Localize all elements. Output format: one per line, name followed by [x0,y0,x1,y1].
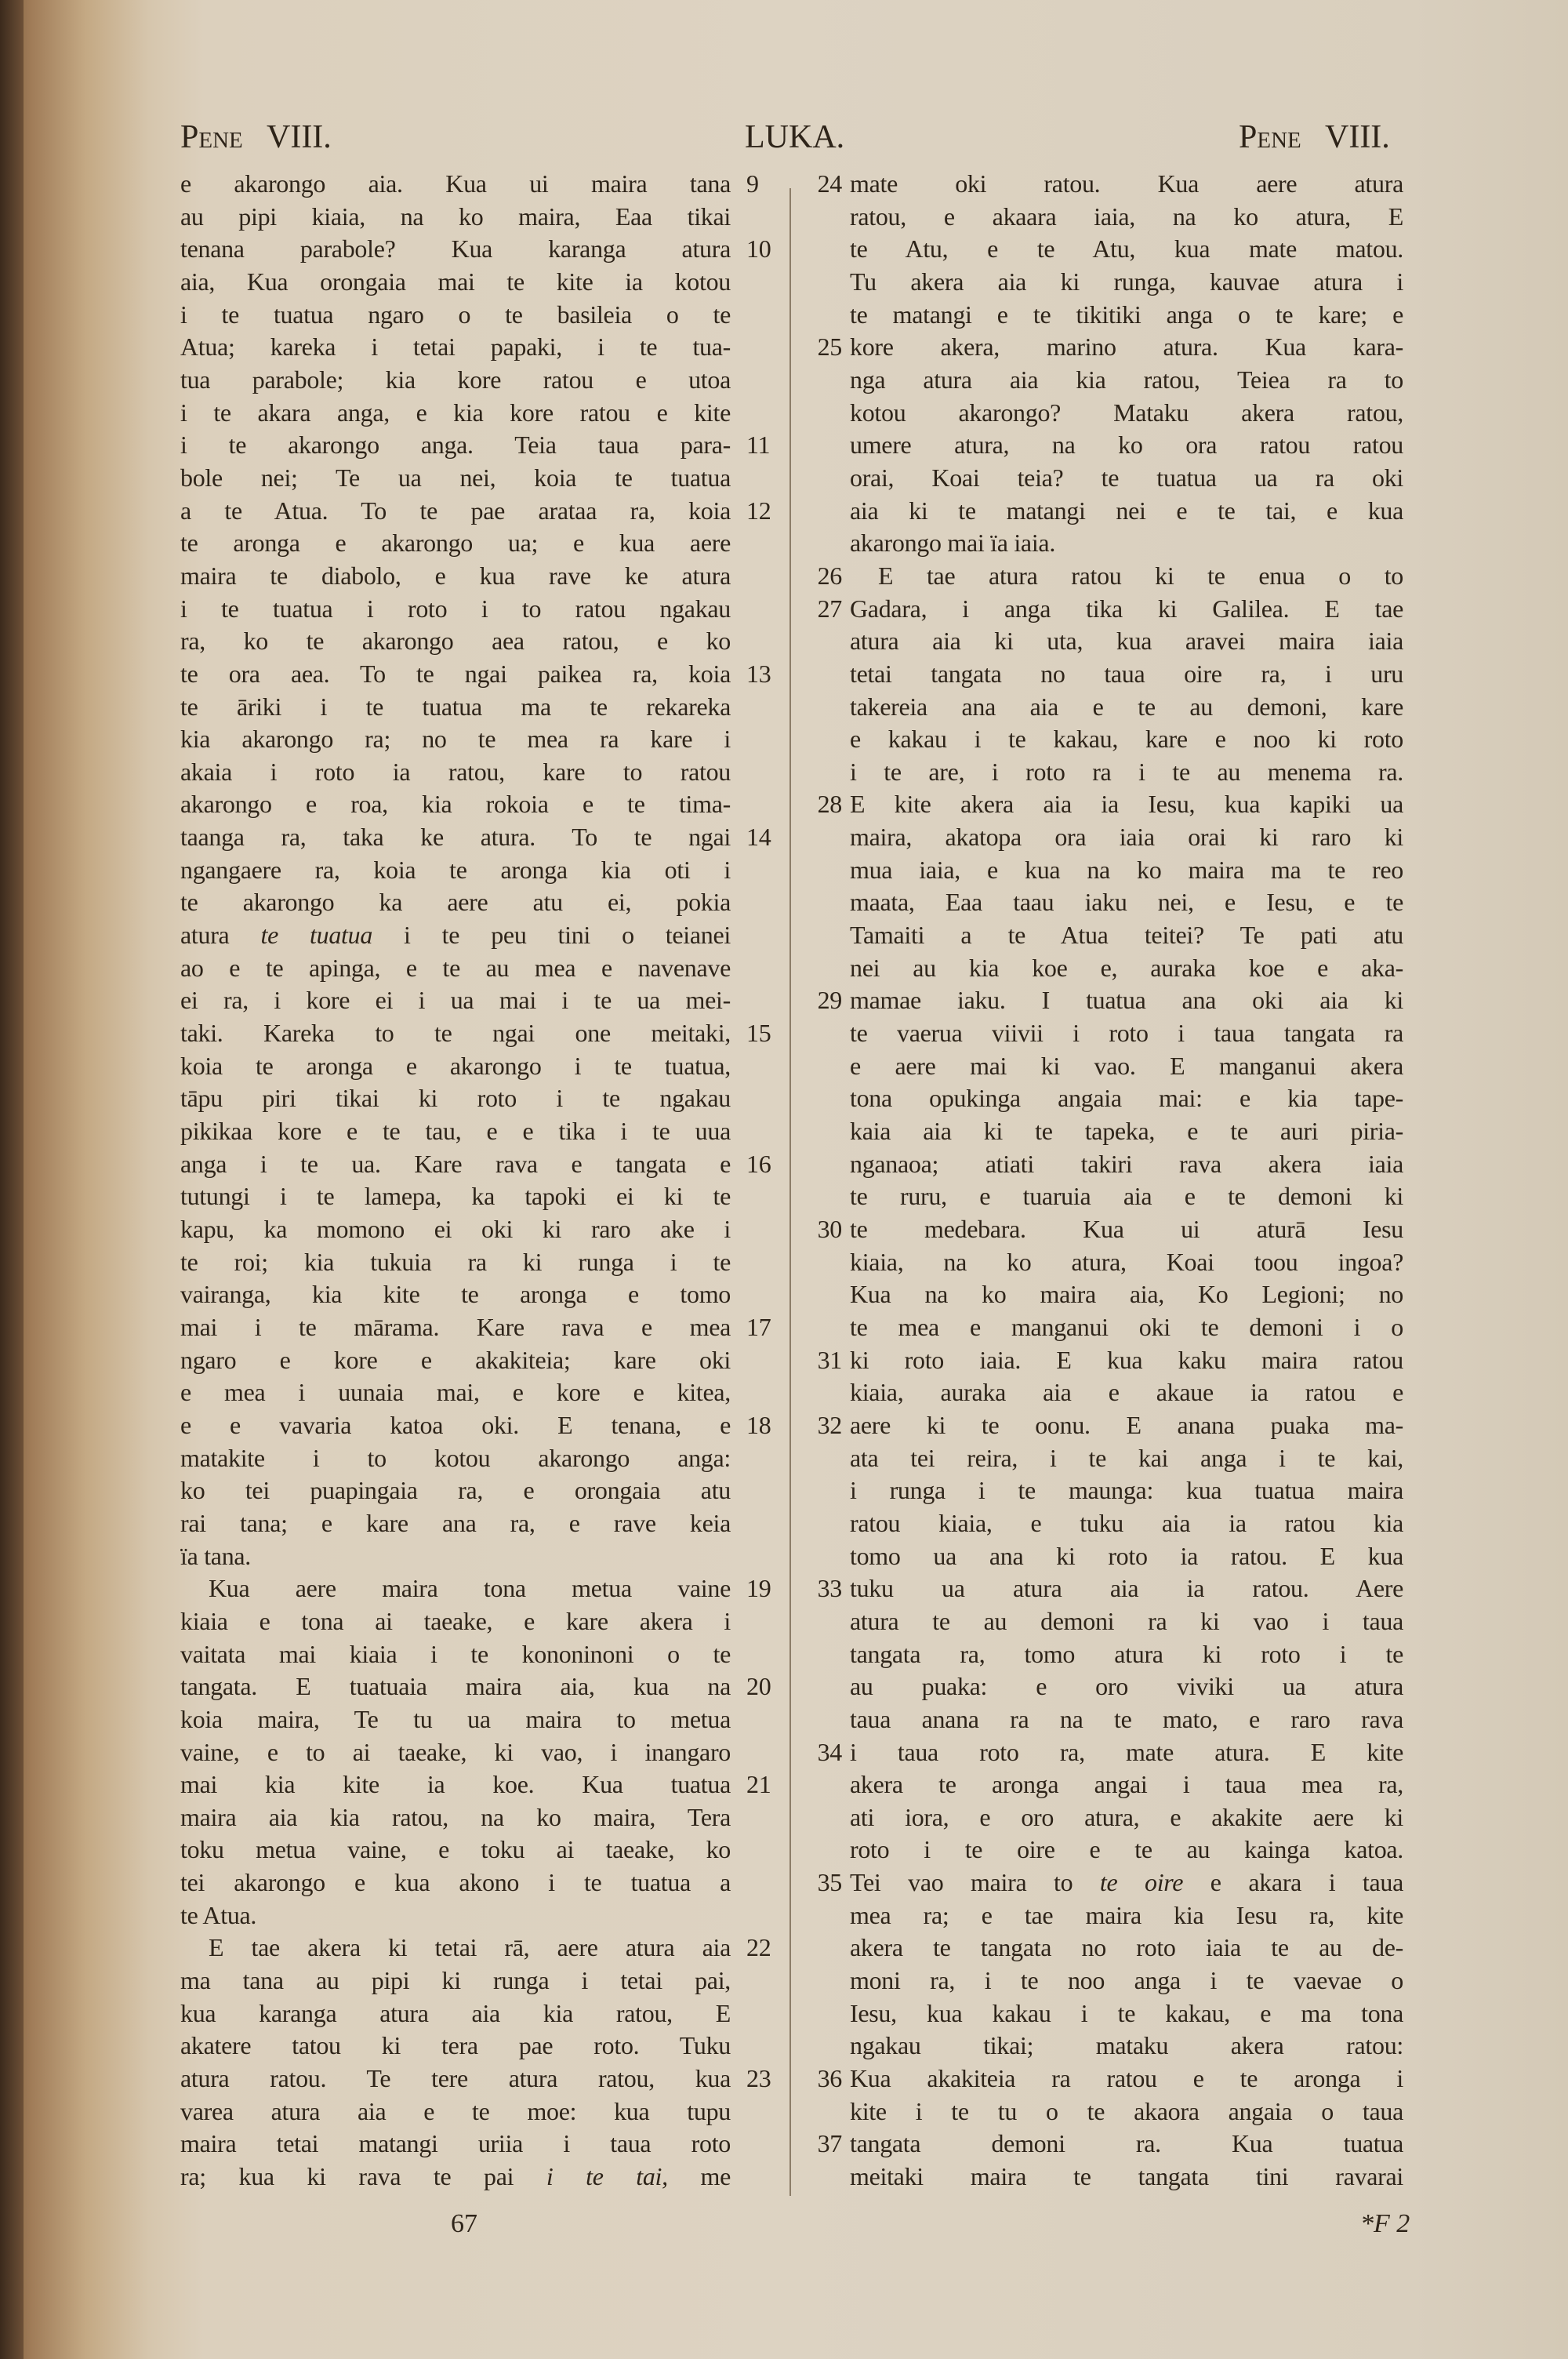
text-line [817,788,1403,821]
page-number: 67 [451,2209,477,2238]
line-text: te Atua. [180,1900,257,1929]
line-text: i te akara anga, e kia kore ratou e kite [180,398,731,427]
line-text: kaia aia ki te tapeka, e te auri piria- [850,1117,1403,1146]
text-line [850,1703,1403,1736]
text-line [850,1442,1403,1475]
text-line [180,397,731,430]
line-text: te medebara. Kua ui aturā Iesu [850,1215,1403,1243]
line-text: e aere mai ki vao. E manganui akera [850,1051,1403,1080]
line-text: maira aia kia ratou, na ko maira, Tera [180,1802,731,1831]
text-line [180,462,731,495]
text-line [850,2030,1403,2063]
line-text: ra; kua ki rava te pai [180,2162,546,2191]
line-text: i te tuatua i roto i to ratou ngakau [180,594,731,623]
text-line [850,821,1403,854]
line-text: kiaia, na ko atura, Koai toou ingoa? [850,1247,1403,1276]
text-line [850,1899,1403,1932]
text-line [850,1932,1403,1965]
line-text: mua iaia, e kua na ko maira ma te reo [850,855,1403,884]
verse-number: 9 [746,169,759,198]
verse-number: 28 [817,790,842,819]
text-line [850,1050,1403,1083]
line-text: kite i te tu o te akaora angaia o taua [850,2096,1403,2125]
text-line [850,1148,1403,1181]
line-text: i runga i te maunga: kua tuatua maira [850,1476,1403,1505]
text-line [180,364,731,397]
left-text-column [180,168,771,2194]
text-line [850,723,1403,756]
line-text: ïa tana. [180,1541,251,1570]
line-text: tetai tangata no taua oire ra, i uru [850,659,1403,688]
line-text: roto i te oire e te au kainga katoa. [850,1835,1403,1864]
line-text: vaine, e to ai taeake, ki vao, i inangaro [180,1737,731,1766]
text-line [180,1213,731,1246]
verse-number: 17 [746,1312,771,1341]
text-line [180,1834,731,1866]
verse-number: 33 [817,1574,842,1603]
text-line [180,560,731,593]
text-line [850,1246,1403,1279]
italic-text: te oire [1099,1868,1184,1897]
text-line [180,1801,731,1834]
book-edge [0,0,24,2359]
header-chapter-word-right: Pene [1239,119,1301,155]
line-text: ata tei reira, i te kai anga i te kai, [850,1443,1403,1472]
text-line [850,299,1403,332]
text-line [850,1638,1403,1671]
text-line [850,2161,1403,2194]
verse-number: 34 [817,1737,842,1766]
italic-text: te tuatua [260,921,373,950]
text-line [817,1409,1403,1442]
text-line [180,1017,771,1050]
text-line [180,1866,731,1899]
text-line [180,1311,771,1344]
line-text: maira, akatopa ora iaia orai ki raro ki [850,823,1403,852]
text-line [817,984,1403,1017]
line-text: mai kia kite ia koe. Kua tuatua [180,1770,731,1799]
text-line [180,1638,731,1671]
text-line [180,299,731,332]
text-line [180,201,731,234]
line-text: vaitata mai kiaia i te kononinoni o te [180,1639,731,1668]
line-text: umere atura, na ko ora ratou ratou [850,431,1403,460]
line-text: te akarongo ka aere atu ei, pokia [180,888,731,917]
line-text: tomo ua ana ki roto ia ratou. E kua [850,1541,1403,1570]
line-text: ki roto iaia. E kua kaku maira ratou [850,1345,1403,1374]
verse-number: 29 [817,986,842,1015]
line-text: akera te tangata no roto iaia te au de- [850,1933,1403,1962]
text-line [180,625,731,658]
text-line [180,919,731,952]
line-text: tutungi i te lamepa, ka tapoki ei ki te [180,1182,731,1211]
line-text: Tamaiti a te Atua teitei? Te pati atu [850,921,1403,950]
line-text: akaia i roto ia ratou, kare to ratou [180,757,731,786]
line-text: ra, ko te akarongo aea ratou, e ko [180,627,731,656]
text-line [850,1605,1403,1638]
line-text: tua parabole; kia kore ratou e utoa [180,365,731,394]
line-text: kapu, ka momono ei oki ki raro ake i [180,1215,731,1243]
text-line [850,1376,1403,1409]
text-line [850,1180,1403,1213]
line-text: tangata demoni ra. Kua tuatua [850,2129,1403,2158]
line-text: tangata ra, tomo atura ki roto i te [850,1639,1403,1668]
line-text: maira te diabolo, e kua rave ke atura [180,561,731,590]
verse-number: 26 [817,561,842,590]
text-line [850,495,1403,528]
text-line [180,1082,731,1115]
text-line [180,2030,731,2063]
text-line [850,854,1403,887]
text-line [180,1572,771,1605]
line-text: te matangi e te tikitiki anga o te kare; e [850,300,1403,329]
text-line [180,1997,731,2030]
text-line [850,397,1403,430]
verse-number: 25 [817,333,842,362]
text-line [850,1834,1403,1866]
text-line [180,1540,731,1573]
text-line [180,2063,771,2095]
text-line [180,266,731,299]
line-text: Kua na ko maira aia, Ko Legioni; no [850,1280,1403,1309]
line-text: e mea i uunaia mai, e kore e kitea, [180,1378,731,1407]
line-text: e akarongo aia. Kua ui maira tana [180,169,731,198]
header-chapter-word-left: Pene [180,119,243,155]
line-text: mamae iaku. I tuatua ana oki aia ki [850,986,1403,1015]
line-text: meitaki maira te tangata tini ravarai [850,2162,1403,2191]
text-line [850,462,1403,495]
text-line [180,952,731,985]
text-line [850,364,1403,397]
text-line [817,331,1403,364]
line-text: mate oki ratou. Kua aere atura [850,169,1403,198]
text-line [850,1278,1403,1311]
line-text: orai, Koai teia? te tuatua ua ra oki [850,463,1403,492]
line-text: ratou, e akaara iaia, na ko atura, E [850,202,1403,231]
line-text: e akara i taua [1183,1868,1403,1897]
line-text: i te tuatua ngaro o te basileia o te [180,300,731,329]
line-text: aia, Kua orongaia mai te kite ia kotou [180,267,731,296]
text-line [180,168,759,201]
text-line [180,1115,731,1148]
line-text: au pipi kiaia, na ko maira, Eaa tikai [180,202,731,231]
text-line [180,1409,771,1442]
text-line [850,1670,1403,1703]
text-line [850,1017,1403,1050]
text-line [850,1997,1403,2030]
line-text: te aronga e akarongo ua; e kua aere [180,529,731,558]
verse-number: 21 [746,1770,771,1799]
line-text: ngaro e kore e akakiteia; kare oki [180,1345,731,1374]
text-line [180,1180,731,1213]
line-text: te āriki i te tuatua ma te rekareka [180,692,731,721]
text-line [180,723,731,756]
text-line [850,429,1403,462]
line-text: te vaerua viivii i roto i taua tangata ra [850,1019,1403,1048]
line-text: a te Atua. To te pae arataa ra, koia [180,496,731,525]
line-text: ko tei puapingaia ra, e orongaia atu [180,1476,731,1505]
line-text: taanga ra, taka ke atura. To te ngai [180,823,731,852]
column-divider [789,188,791,2196]
line-text: taki. Kareka to te ngai one meitaki, [180,1019,731,1048]
line-text: rai tana; e kare ana ra, e rave keia [180,1508,731,1537]
text-line [180,2128,731,2161]
verse-number: 10 [746,234,771,264]
text-line [180,527,731,560]
text-line [850,1540,1403,1573]
line-text: matakite i to kotou akarongo anga: [180,1443,731,1472]
line-text: akatere tatou ki tera pae roto. Tuku [180,2031,731,2060]
verse-number: 11 [746,431,771,460]
text-line [180,1246,731,1279]
text-line [180,658,771,691]
line-text: i taua roto ra, mate atura. E kite [850,1737,1403,1766]
text-line [850,886,1403,919]
line-text: kua karanga atura aia kia ratou, E [180,1998,731,2027]
text-line [850,1311,1403,1344]
line-text: Kua aere maira tona metua vaine [209,1574,731,1603]
text-line [817,168,1403,201]
text-line [180,886,731,919]
verse-number: 36 [817,2064,842,2093]
text-line [180,331,731,364]
line-text: tenana parabole? Kua karanga atura [180,234,731,264]
line-text: koia te aronga e akarongo i te tuatua, [180,1051,731,1080]
line-text: maata, Eaa taau iaku nei, e Iesu, e te [850,888,1403,917]
signature-mark: *F 2 [1360,2209,1410,2238]
line-text: bole nei; Te ua nei, koia te tuatua [180,463,731,492]
right-text-column [817,168,1403,2194]
line-text: tuku ua atura aia ia ratou. Aere [850,1574,1403,1603]
line-text: atura ratou. Te tere atura ratou, kua [180,2064,731,2093]
header-book-title: LUKA. [745,119,845,155]
line-text: Tu akera aia ki runga, kauvae atura i [850,267,1403,296]
line-text: i te akarongo anga. Teia taua para- [180,431,731,460]
line-text: kiaia, auraka aia e akaue ia ratou e [850,1378,1403,1407]
line-text: akarongo e roa, kia rokoia e te tima- [180,790,731,819]
line-text: vairanga, kia kite te aronga e tomo [180,1280,731,1309]
line-text: kiaia e tona ai taeake, e kare akera i [180,1606,731,1635]
verse-number: 24 [817,169,842,198]
verse-number: 13 [746,659,771,688]
text-line [850,2095,1403,2128]
line-text: Atua; kareka i tetai papaki, i te tua- [180,333,731,362]
text-line [180,1899,731,1932]
line-text: e e vavaria katoa oki. E tenana, e [180,1410,731,1439]
header-chapter-number-left: VIII. [267,119,332,155]
line-text: i te peu tini o teianei [372,921,731,950]
line-text: te ruru, e tuaruia aia e te demoni ki [850,1182,1403,1211]
text-line [180,691,731,724]
line-text: aia ki te matangi nei e te tai, e kua [850,496,1403,525]
text-line [180,1932,771,1965]
line-text: moni ra, i te noo anga i te vaevae o [850,1966,1403,1995]
line-text: maira tetai matangi uriia i taua roto [180,2129,731,2158]
text-line [180,821,771,854]
line-text: Iesu, kua kakau i te kakau, e ma tona [850,1998,1403,2027]
text-line [850,1082,1403,1115]
line-text: anga i te ua. Kare rava e tangata e [180,1149,731,1178]
text-line [817,1572,1403,1605]
text-line [180,1278,731,1311]
text-line [817,1736,1403,1769]
text-line [180,593,731,626]
line-text: ngakau tikai; mataku akera ratou: [850,2031,1403,2060]
verse-number: 14 [746,823,771,852]
header-chapter-number-right: VIII. [1325,119,1390,155]
text-line [850,1801,1403,1834]
text-line [180,1736,731,1769]
italic-text: i te tai, [546,2162,668,2191]
verse-number: 20 [746,1672,771,1701]
line-text: ngangaere ra, koia te aronga kia oti i [180,855,731,884]
text-line [180,1703,731,1736]
line-text: kore akera, marino atura. Kua kara- [850,333,1403,362]
line-text: me [667,2162,731,2191]
line-text: i te are, i roto ra i te au menema ra. [850,757,1403,786]
text-line [850,1768,1403,1801]
verse-number: 31 [817,1345,842,1374]
verse-number: 32 [817,1410,842,1439]
line-text: tāpu piri tikai ki roto i te ngakau [180,1084,731,1113]
verse-number: 19 [746,1574,771,1603]
text-line [180,1148,771,1181]
text-line [180,429,771,462]
line-text: ao e te apinga, e te au mea e navenave [180,953,731,982]
line-text: Gadara, i anga tika ki Galilea. E tae [850,594,1403,623]
text-line [180,1768,771,1801]
text-line [850,691,1403,724]
line-text: atura aia ki uta, kua aravei maira iaia [850,627,1403,656]
text-line [180,2095,731,2128]
text-line [850,201,1403,234]
line-text: E tae atura ratou ki te enua o to [878,561,1403,590]
line-text: akarongo mai ïa iaia. [850,529,1056,558]
text-line [817,1213,1403,1246]
text-line [850,1965,1403,1997]
text-line [817,593,1403,626]
line-text: te ora aea. To te ngai paikea ra, koia [180,659,731,688]
line-text: mea ra; e tae maira kia Iesu ra, kite [850,1900,1403,1929]
text-line [180,1605,731,1638]
line-text: varea atura aia e te moe: kua tupu [180,2096,731,2125]
line-text: te Atu, e te Atu, kua mate matou. [850,234,1403,264]
verse-number: 37 [817,2129,842,2158]
verse-number: 16 [746,1149,771,1178]
text-line [180,1442,731,1475]
text-line [817,2128,1403,2161]
text-line [850,266,1403,299]
text-line [180,1376,731,1409]
text-line [180,788,731,821]
line-text: te roi; kia tukuia ra ki runga i te [180,1247,731,1276]
verse-number: 23 [746,2064,771,2093]
line-text: tona opukinga angaia mai: e kia tape- [850,1084,1403,1113]
line-text: tei akarongo e kua akono i te tuatua a [180,1868,731,1897]
line-text: ma tana au pipi ki runga i tetai pai, [180,1966,731,1995]
line-text: taua anana ra na te mato, e raro rava [850,1704,1403,1733]
line-text: nganaoa; atiati takiri rava akera iaia [850,1149,1403,1178]
line-text: koia maira, Te tu ua maira to metua [180,1704,731,1733]
line-text: ati iora, e oro atura, e akakite aere ki [850,1802,1403,1831]
text-line [180,1050,731,1083]
line-text: au puaka: e oro viviki ua atura [850,1672,1403,1701]
text-line [180,756,731,789]
text-line [180,984,731,1017]
text-line [180,1474,731,1507]
text-line [850,1507,1403,1540]
line-text: e kakau i te kakau, kare e noo ki roto [850,725,1403,754]
line-text: toku metua vaine, e toku ai taeake, ko [180,1835,731,1864]
text-line [180,495,771,528]
line-text: tangata. E tuatuaia maira aia, kua na [180,1672,731,1701]
line-text: E tae akera ki tetai rā, aere atura aia [209,1933,731,1962]
text-line [180,233,771,266]
text-line [180,2161,731,2194]
text-line [850,233,1403,266]
line-text: pikikaa kore e te tau, e e tika i te uua [180,1117,731,1146]
text-line [850,952,1403,985]
text-line [180,1670,771,1703]
line-text: akera te aronga angai i taua mea ra, [850,1770,1403,1799]
line-text: atura te au demoni ra ki vao i taua [850,1606,1403,1635]
line-text: atura [180,921,261,950]
line-text: Tei vao maira to [850,1868,1100,1897]
line-text: ei ra, i kore ei i ua mai i te ua mei- [180,986,731,1015]
line-text: aere ki te oonu. E anana puaka ma- [850,1410,1403,1439]
line-text: nei au kia koe e, auraka koe e aka- [850,953,1403,982]
text-line [850,1115,1403,1148]
verse-number: 18 [746,1410,771,1439]
line-text: mai i te mārama. Kare rava e mea [180,1312,731,1341]
text-line [850,527,1403,560]
line-text: ratou kiaia, e tuku aia ia ratou kia [850,1508,1403,1537]
verse-number: 35 [817,1868,842,1897]
line-text: te mea e manganui oki te demoni i o [850,1312,1403,1341]
line-text: kia akarongo ra; no te mea ra kare i [180,725,731,754]
text-line [850,658,1403,691]
verse-number: 27 [817,594,842,623]
verse-number: 30 [817,1215,842,1243]
text-line [817,2063,1403,2095]
text-line [850,1474,1403,1507]
verse-number: 12 [746,496,771,525]
text-line [817,560,1403,593]
verse-number: 22 [746,1933,771,1962]
verse-number: 15 [746,1019,771,1048]
text-line [180,1507,731,1540]
text-line [180,1965,731,1997]
text-line [180,854,731,887]
line-text: E kite akera aia ia Iesu, kua kapiki ua [850,790,1403,819]
text-line [817,1344,1403,1377]
line-text: nga atura aia kia ratou, Teiea ra to [850,365,1403,394]
text-line [850,756,1403,789]
line-text: kotou akarongo? Mataku akera ratou, [850,398,1403,427]
line-text: Kua akakiteia ra ratou e te aronga i [850,2064,1403,2093]
text-line [817,1866,1403,1899]
text-line [850,625,1403,658]
text-line [180,1344,731,1377]
line-text: takereia ana aia e te au demoni, kare [850,692,1403,721]
text-line [850,919,1403,952]
